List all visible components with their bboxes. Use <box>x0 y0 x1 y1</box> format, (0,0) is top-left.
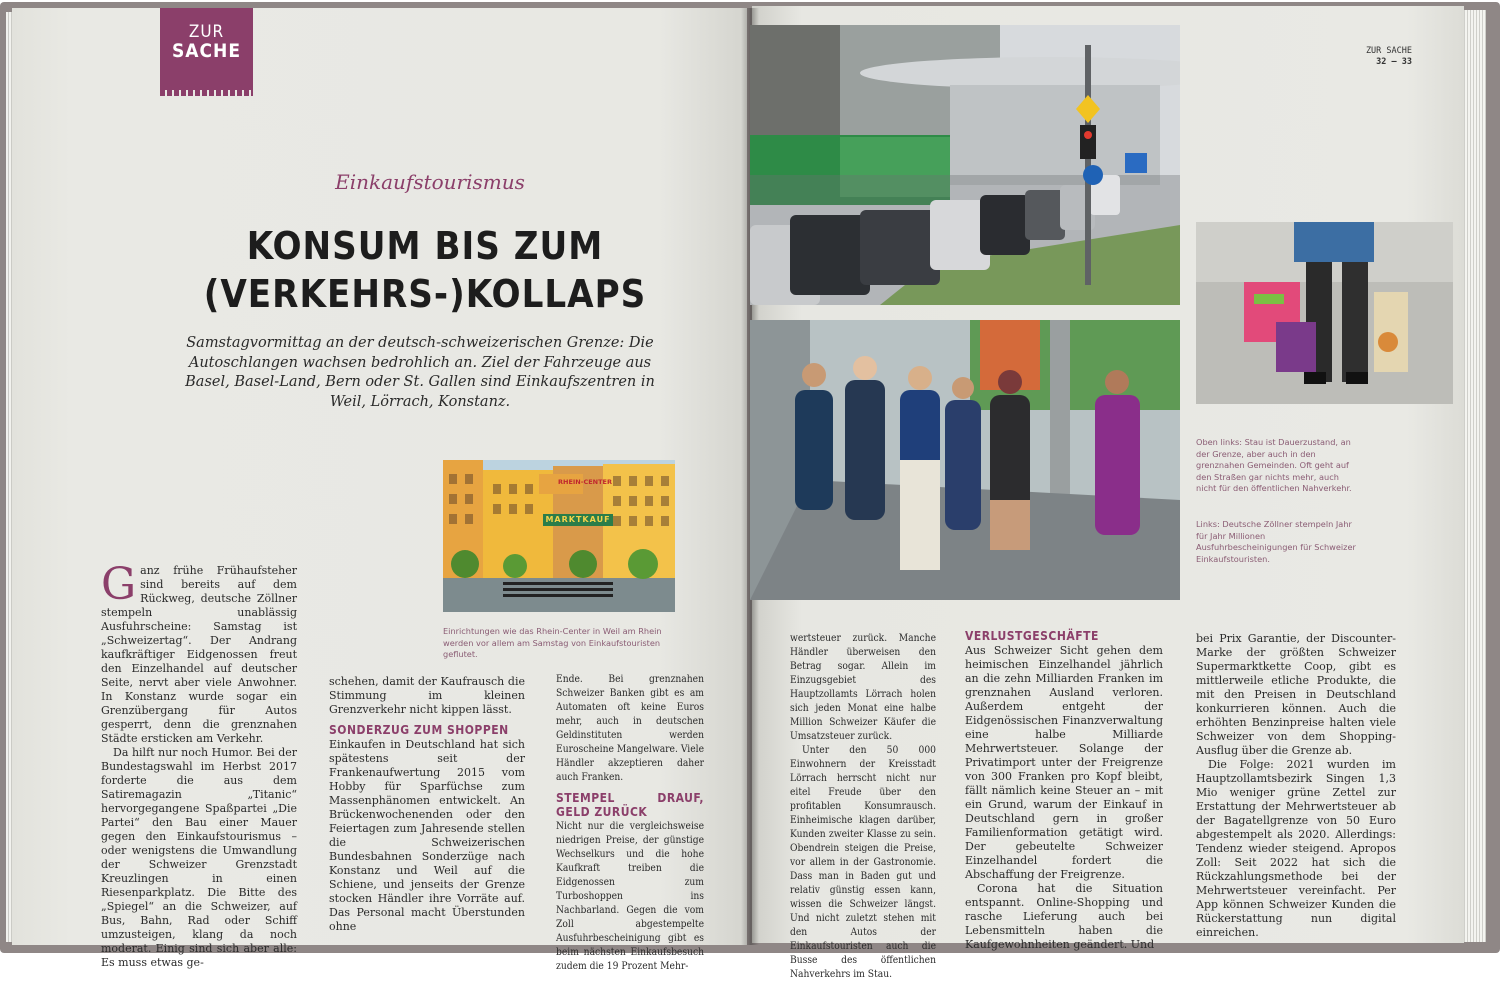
bags-illustration <box>1196 222 1453 404</box>
article-column-2 <box>329 675 525 934</box>
col4-paragraph-2: Unter den 50 000 Einwohnern der Kreisstadt Lörrach herrscht nicht nur eitel Freude über den profitablen Konsumrausch. Einheimische klagen darüber, Kunden zweiter Klasse zu sein. Obendrein steigen die Preise, vor allem in der Gastronomie. Dass man in Baden gut und relativ günstig essen kann, wissen die Schweizer längst. Und nicht zuletzt stehen mit den Autos der Einkaufstouristen auch die Busse des öffentlichen Nahverkehrs im Stau. <box>790 745 936 980</box>
page-edges-right <box>1462 10 1486 942</box>
col6-paragraph-2: Die Folge: 2021 wurden im Hauptzollamtsbezirk Singen 1,3 Mio weniger grüne Zettel zur Erstattung der Mehrwertsteuer ab der Bagatellgrenze von 50 Euro abgestempelt als 2020. Allerdings: Tendenz wieder steigend. Apropos Zoll: Seit 2022 hat sich die Rückzahlungsmethode bei der Mehrwertsteuer vereinfacht. Per App können Schweizer Kunden die Rückerstattung nun digital einreichen. <box>1196 758 1396 939</box>
folio-pages: 32 — 33 <box>1376 57 1412 67</box>
section-tag <box>160 8 253 90</box>
col5-paragraph-2: Corona hat die Situation entspannt. Online-Shopping und rasche Lieferung auch bei Lebensmitteln haben die Kaufgewohnheiten geändert. Und <box>965 882 1163 951</box>
caption-traffic: Oben links: Stau ist Dauerzustand, an der Grenze, aber auch in den grenznahen Gemeinden. Oft geht auf den Straßen gar nichts mehr, auch nicht für den öffentlichen Nahverkehr. <box>1196 437 1352 493</box>
headline-line2: (VERKEHRS-)KOLLAPS <box>203 272 647 316</box>
queue-illustration <box>750 320 1180 600</box>
kicker: Einkaufstourismus <box>335 170 525 194</box>
article-column-5 <box>965 627 1163 952</box>
folio-section: ZUR SACHE <box>1365 46 1412 56</box>
section-tag-line2: SACHE <box>171 40 242 62</box>
subheading-stempel: STEMPEL DRAUF, GELD ZURÜCK <box>556 791 704 819</box>
marktkauf-sign: MARKTKAUF <box>545 515 611 524</box>
section-tag-line1: ZUR <box>188 22 225 42</box>
caption-rhein-center: Einrichtungen wie das Rhein-Center in Weil am Rhein werden vor allem am Samstag von Einkaufstouristen geflutet. <box>443 626 662 659</box>
article-column-6 <box>1196 632 1396 940</box>
article-column-1 <box>101 559 297 970</box>
rhein-center-photo <box>443 460 675 612</box>
customs-queue-photo <box>750 320 1180 600</box>
headline-line1: KONSUM BIS ZUM <box>246 224 604 268</box>
col3-paragraph-2: Nicht nur die vergleichsweise niedrigen Preise, der günstige Wechselkurs und die hohe Kaufkraft treiben die Eidgenossen zum Turboshoppen ins Nachbarland. Gegen die vom Zoll abgestempelte Ausfuhrbescheinigung gibt es beim nächsten Einkaufsbesuch zudem die 19 Prozent Mehr- <box>556 821 704 972</box>
col2-paragraph-2: Einkaufen in Deutschland hat sich spätestens seit der Frankenaufwertung 2015 vom Hobby für Sparfüchse zum Massenphänomen entwickelt. An Brückenwochenenden oder den Feiertagen zum Jahresende stellen die Schweizerischen Bundesbahnen Sonderzüge nach Konstanz und Weil auf die Schiene, und jenseits der Grenze stocken Händler ihre Vorräte auf. Das Personal macht Überstunden ohne <box>329 738 525 933</box>
col5-paragraph-1: Aus Schweizer Sicht gehen dem heimischen Einzelhandel jährlich an die zehn Milliarden Franken im grenznahen Ausland verloren. Außerdem entgeht der Eidgenössischen Finanzverwaltung eine halbe Milliarde Mehrwertsteuer. Solange der Privatimport unter der Freigrenze von 300 Franken pro Kopf bleibt, fällt nämlich keine Steuer an – mit ein Grund, warum der Einkauf in Deutschland gern in großer Familienformation getätigt wird. Der gebeutelte Schweizer Einzelhandel fordert die Abschaffung der Freigrenze. <box>965 644 1163 881</box>
col3-paragraph-1: Ende. Bei grenznahen Schweizer Banken gibt es am Automaten oft keine Euros mehr, auch in deutschen Geldinstituten werden Euroscheine Mangelware. Viele Händler akzeptieren daher auch Franken. <box>556 674 704 783</box>
article-column-3 <box>556 673 704 974</box>
traffic-illustration <box>750 25 1180 305</box>
col1-paragraph-2: Da hilft nur noch Humor. Bei der Bundestagswahl im Herbst 2017 forderte die aus dem Satiremagazin „Titanic“ hervorgegangene Spaßpartei „Die Partei“ den Bau einer Mauer gegen den Einkaufstourismus – oder wenigstens die Umwandlung der Schweizer Grenzstadt Kreuzlingen in einen Riesenparkplatz. Die Bitte des „Spiegel“ an die Schweizer, auf Bus, Bahn, Rad oder Schiff umzusteigen, klang da noch moderat. Einig sind sich aber alle: Es muss etwas ge- <box>101 746 297 969</box>
subheading-sonderzug: SONDERZUG ZUM SHOPPEN <box>329 723 509 737</box>
article-column-4 <box>790 632 936 982</box>
col1-paragraph-1: anz frühe Frühaufsteher sind bereits auf dem Rückweg, deutsche Zöllner stempeln unablässig Ausfuhrscheine: Samstag ist „Schweizertag“. Der Andrang kaufkräftiger Eidgenossen freut den Einzelhandel auf deutscher Seite, nervt aber viele Anwohner. In Konstanz wurde sogar ein Grenzübergang für Autos gesperrt, denn die grenznahen Städte ersticken am Verkehr. <box>101 564 297 745</box>
lead-paragraph: Samstagvormittag an der deutsch-schweizerischen Grenze: Die Autoschlangen wachsen bedrohlich an. Ziel der Fahrzeuge aus Basel, Basel-Land, Bern oder St. Gallen sind Einkaufszentren in Weil, Lörrach, Konstanz. <box>185 335 655 410</box>
subheading-verlust: VERLUSTGESCHÄFTE <box>965 629 1099 643</box>
headline <box>150 222 700 318</box>
col4-paragraph-1: wertsteuer zurück. Manche Händler überweisen den Betrag sogar. Allein im Einzugsgebiet des Hauptzollamts Lörrach holen sich jeden Monat eine halbe Million Schweizer Käufer die Umsatzsteuer zurück. <box>790 633 936 742</box>
dropcap: G <box>101 559 137 610</box>
col6-paragraph-1: bei Prix Garantie, der Discounter-Marke der größten Schweizer Supermarktkette Coop, gibt es mittlerweile etliche Produkte, die mit den Preisen in Deutschland konkurrieren können. Auch die erhöhten Benzinpreise halten viele Schweizer von dem Shopping-Ausflug über die Grenze ab. <box>1196 632 1396 757</box>
shopping-bags-photo <box>1196 222 1453 404</box>
caption-customs: Links: Deutsche Zöllner stempeln Jahr für Jahr Millionen Ausfuhrbescheinigungen für Schweizer Einkaufstouristen. <box>1196 519 1356 564</box>
folio <box>1360 46 1412 68</box>
rhein-center-sign: RHEIN-CENTER <box>558 478 612 486</box>
col2-paragraph-1: schehen, damit der Kaufrausch die Stimmung im kleinen Grenzverkehr nicht kippen lässt. <box>329 675 525 716</box>
traffic-jam-photo <box>750 25 1180 305</box>
